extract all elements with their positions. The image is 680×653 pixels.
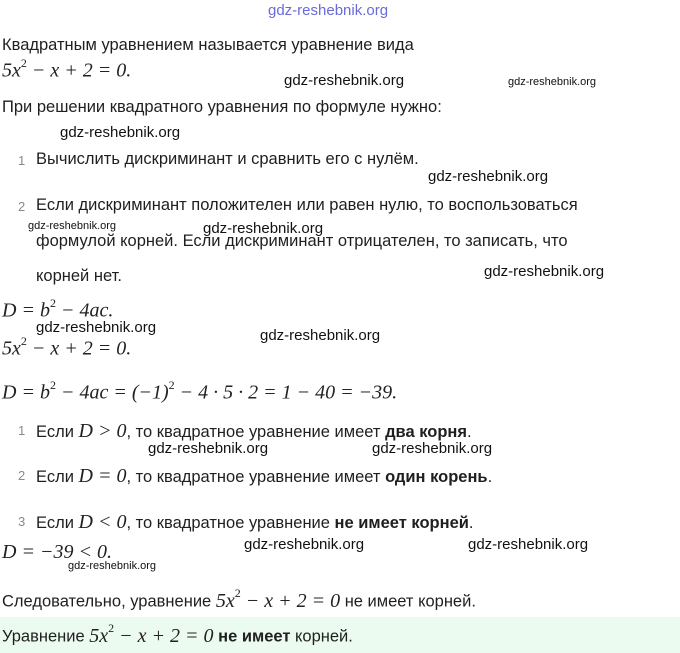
step-text: Вычислить дискриминант и сравнить его с нулём. — [36, 150, 419, 168]
watermark-top: gdz-reshebnik.org — [268, 2, 389, 19]
step-text-line1: Если дискриминант положителен или равен нулю, то воспользоваться — [36, 196, 578, 214]
watermark: gdz-reshebnik.org — [372, 440, 493, 457]
intro-text: Квадратным уравнением называется уравнение вида — [2, 36, 414, 54]
discriminant-calc: $D = b^2 - 4ac = (-1)^2 - 4 \cdot 5 \cdot 2 = 1 - 40 = -39$. — [2, 378, 398, 404]
answer-text: Уравнение $5x^2 - x + 2 = 0$ не имеет корней. — [2, 621, 353, 647]
case-number: 3 — [18, 514, 26, 529]
watermark: gdz-reshebnik.org — [468, 536, 589, 553]
watermark: gdz-reshebnik.org — [148, 440, 269, 457]
conclusion: Следовательно, уравнение $5x^2 - x + 2 = 0$ не имеет корней. — [2, 586, 476, 612]
answer-box — [0, 617, 680, 653]
step-text-line2: формулой корней. Если дискриминант отрицателен, то записать, что — [36, 232, 568, 250]
step-number: 1 — [18, 153, 26, 168]
watermark: gdz-reshebnik.org — [36, 319, 157, 336]
equation-repeat: $5x^2 - x + 2 = 0$. — [2, 334, 132, 360]
watermark: gdz-reshebnik.org — [428, 168, 549, 185]
watermark: gdz-reshebnik.org — [28, 220, 117, 232]
conclusion-equation: $5x^2 - x + 2 = 0$ — [215, 586, 341, 612]
watermark: gdz-reshebnik.org — [244, 536, 365, 553]
watermark: gdz-reshebnik.org — [508, 76, 597, 88]
step-number: 2 — [18, 199, 26, 214]
discriminant-result: D = −39 < 0. — [2, 541, 112, 563]
case-1: Если D > 0, то квадратное уравнение имеет два корня. — [36, 420, 472, 442]
case-3: Если D < 0, то квадратное уравнение не имеет корней. — [36, 511, 474, 533]
discriminant-formula: $D = b^2 - 4ac$. — [2, 296, 114, 322]
case-condition: D > 0 — [78, 420, 127, 442]
watermark: gdz-reshebnik.org — [203, 220, 324, 237]
case-number: 2 — [18, 468, 26, 483]
watermark: gdz-reshebnik.org — [484, 263, 605, 280]
case-condition: D = 0 — [78, 465, 127, 487]
answer-equation: $5x^2 - x + 2 = 0$ — [89, 621, 214, 647]
case-2: Если D = 0, то квадратное уравнение имеет один корень. — [36, 465, 493, 487]
case-number: 1 — [18, 423, 26, 438]
watermark: gdz-reshebnik.org — [284, 72, 405, 89]
step-text-line3: корней нет. — [36, 267, 122, 285]
intro-equation: $5x^2 - x + 2 = 0$. — [2, 56, 132, 82]
watermark: gdz-reshebnik.org — [68, 560, 157, 572]
watermark: gdz-reshebnik.org — [260, 327, 381, 344]
case-condition: D < 0 — [78, 511, 127, 533]
watermark: gdz-reshebnik.org — [60, 124, 181, 141]
method-heading: При решении квадратного уравнения по формуле нужно: — [2, 98, 442, 116]
